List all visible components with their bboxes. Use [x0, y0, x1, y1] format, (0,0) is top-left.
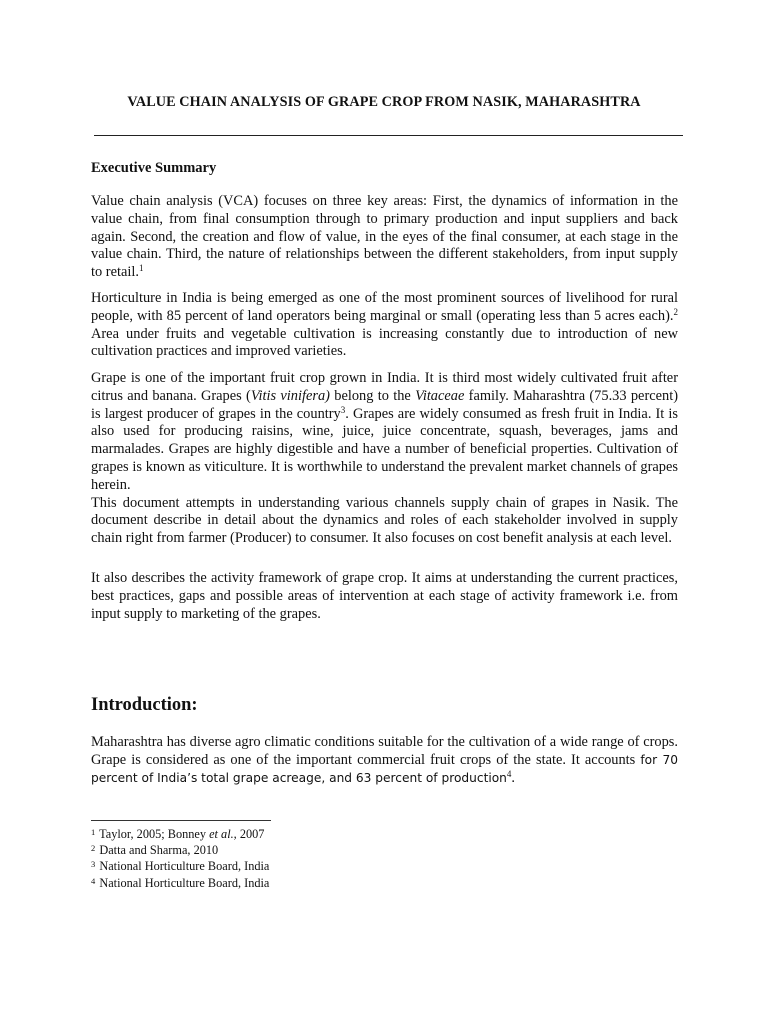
footnote-italic: et al.,	[209, 827, 237, 841]
footnote-text: 2007	[236, 827, 265, 841]
footnote-divider	[91, 820, 271, 821]
paragraph-grape-text-c: family. Maharashtra (75.33 percent) is largest producer of grapes in the country	[91, 387, 678, 422]
paragraph-horticulture	[91, 290, 678, 361]
footnote-ref-2: 2	[673, 306, 678, 317]
footnote-4	[91, 875, 269, 891]
footnotes	[91, 826, 269, 891]
introduction-heading: Introduction:	[91, 695, 198, 715]
paragraph-grape-text-a: Grape is one of the important fruit crop grown in India. It is third most widely cultivated fruit after citrus and banana. Grapes (	[91, 370, 678, 404]
footnote-number: 2	[91, 843, 96, 854]
paragraph-grape-text-d: . Grapes are widely consumed as fresh fruit in India. It is also used for producing raisins, wine, juice, juice concentrate, squash, beverages, jams and marmalades. Grapes are highly digestible and have a number of beneficial properties. Cultivation of grapes is known as viticulture. It is worthwhile to understand the prevalent market channels of grapes herein.	[91, 405, 678, 493]
paragraph-introduction-text-c: .	[511, 769, 516, 786]
footnote-number: 3	[91, 859, 96, 870]
footnote-ref-1: 1	[138, 263, 144, 274]
footnote-1	[91, 826, 269, 842]
paragraph-horticulture-text: Horticulture in India is being emerged as one of the most prominent sources of livelihood for rural people, with 85 percent of land operators being marginal or small (operating less than 5 acres each).	[91, 290, 678, 324]
paragraph-grape	[91, 370, 678, 548]
footnote-text: Datta and Sharma, 2010	[96, 843, 219, 858]
paragraph-grape-text-b: belong to the	[329, 387, 416, 404]
footnote-ref-4: 4	[506, 768, 512, 779]
paragraph-introduction	[91, 734, 678, 787]
paragraph-grape-text-e: This document attempts in understanding various channels supply chain of grapes in Nasik. The document describe in detail about the dynamics and roles of each stakeholder involved in supply chain right from farmer (Producer) to consumer. It also focuses on cost benefit analysis at each level.	[91, 494, 678, 547]
footnote-3	[91, 858, 269, 874]
paragraph-introduction-text-b: for 70 percent of India’s total grape acreage, and 63 percent of production	[91, 752, 678, 785]
document-title: VALUE CHAIN ANALYSIS OF GRAPE CROP FROM NASIK, MAHARASHTRA	[127, 94, 641, 110]
scientific-name: Vitis vinifera)	[250, 387, 330, 404]
paragraph-activity-framework: It also describes the activity framework of grape crop. It aims at understanding the current practices, best practices, gaps and possible areas of intervention at each stage of activity framework i.e. from input supply to marketing of the grapes.	[91, 570, 678, 622]
footnote-ref-3: 3	[340, 404, 346, 415]
paragraph-vca	[91, 193, 678, 282]
footnote-number: 4	[91, 875, 96, 886]
paragraph-introduction-text-a: Maharashtra has diverse agro climatic conditions suitable for the cultivation of a wide range of crops. Grape is considered as one of the important commercial fruit crops of the state. It accounts	[91, 734, 678, 768]
footnote-number: 1	[91, 827, 96, 837]
family-name: Vitaceae	[415, 387, 465, 404]
footnote-text: National Horticulture Board, India	[96, 859, 270, 874]
footnote-2	[91, 842, 269, 858]
executive-summary-heading: Executive Summary	[91, 160, 217, 176]
paragraph-horticulture-text-b: Area under fruits and vegetable cultivation is increasing constantly due to introduction of new cultivation practices and improved varieties.	[91, 325, 678, 360]
footnote-text: Taylor, 2005; Bonney	[96, 827, 210, 841]
footnote-text: National Horticulture Board, India	[96, 875, 270, 890]
title-divider	[94, 135, 683, 136]
paragraph-vca-text: Value chain analysis (VCA) focuses on three key areas: First, the dynamics of information in the value chain, from final consumption through to primary production and input suppliers and back again. Second, the creation and flow of value, in the eyes of the final consumer, at each stage in the value chain. Third, the nature of relationships between the different stakeholders, from input supply to retail.	[91, 193, 678, 281]
